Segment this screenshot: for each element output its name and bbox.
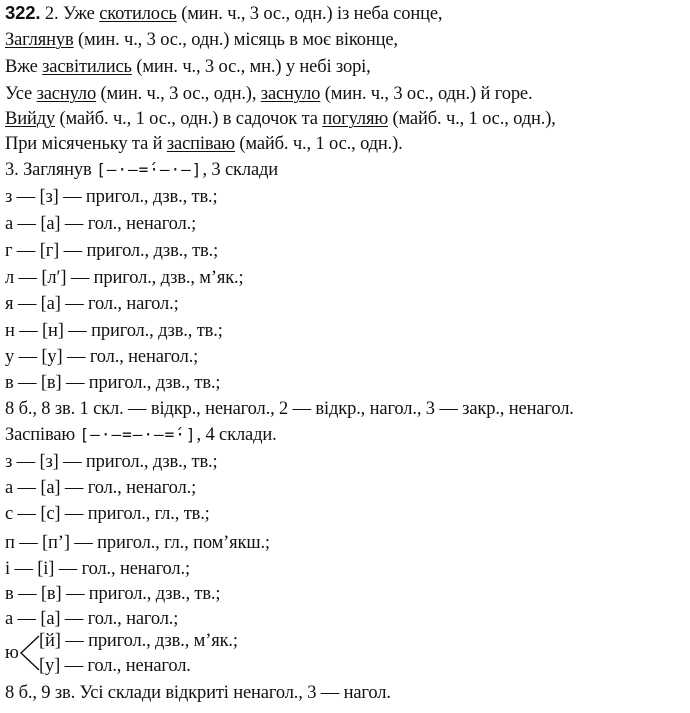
exercise-number: 322. [5,2,41,23]
yu-fork [5,630,305,678]
yu-fork-line: [у] — гол., ненагол. [39,656,191,676]
word1-phoneme-row: в — [в] — пригол., дзв., тв.; [5,373,221,393]
word1-phoneme-row: у — [у] — гол., ненагол.; [5,347,199,367]
poem-text [5,109,556,129]
yu-fork-letter: ю [5,643,19,663]
underlined-verb: Заглянув [5,30,74,50]
poem-line-5 [5,108,556,130]
task2-number: 2. [44,4,59,24]
poem-text [5,30,398,50]
yu-fork-line: [й] — пригол., дзв., м’як.; [39,631,238,651]
underlined-verb: заспіваю [166,134,235,154]
word2-syllables: , 4 склади. [196,425,277,445]
underlined-verb: засвітились [42,57,132,77]
word1-phoneme-row: я — [а] — гол., нагол.; [5,294,179,314]
poem-text [63,4,442,24]
poem-segment: (майб. ч., 1 ос., одн.), [388,109,556,129]
word1-phoneme-row: г — [г] — пригол., дзв., тв.; [5,241,219,261]
poem-line-3 [5,56,371,78]
poem-segment: (мин. ч., 3 ос., одн.) із неба сонце, [176,4,443,24]
word2-phoneme-row: а — [а] — гол., ненагол.; [5,478,197,498]
poem-line-1 [5,2,442,25]
word2-phoneme-row: п — [п’] — пригол., гл., пом’якш.; [5,533,270,553]
underlined-verb: скотилось [99,4,177,24]
poem-segment: При місяченьку та й [5,134,167,154]
task3-number: 3. [5,160,19,180]
word2-word: Заспіваю [5,425,76,445]
poem-segment: (майб. ч., 1 ос., одн.) в садочок та [55,109,323,129]
poem-segment: (мин. ч., 3 ос., одн.), [96,84,261,104]
poem-segment: (мин. ч., 3 ос., одн.) й горе. [320,84,533,104]
word2-phoneme-row: в — [в] — пригол., дзв., тв.; [5,584,221,604]
word2-sound-scheme: [–·–=–·–=́·] [79,425,197,444]
poem-segment: (майб. ч., 1 ос., одн.). [234,134,403,154]
poem-segment: Вже [5,57,43,77]
poem-line-6 [5,133,403,155]
underlined-verb: заснуло [260,84,321,104]
word1-header [5,159,278,181]
poem-text [5,134,403,154]
underlined-verb: погуляю [322,109,388,129]
word1-syllables: , 3 склади [202,160,279,180]
word1-phoneme-row: н — [н] — пригол., дзв., тв.; [5,321,223,341]
underlined-verb: заснуло [36,84,97,104]
word2-phoneme-row: і — [і] — гол., ненагол.; [5,559,190,579]
poem-text [5,84,532,104]
word1-sound-scheme: [–·–=́·–·–] [96,160,203,179]
word1-summary: 8 б., 8 зв. 1 скл. — відкр., ненагол., 2 — відкр., нагол., 3 — закр., ненагол. [5,399,574,419]
word2-phoneme-row: с — [с] — пригол., гл., тв.; [5,504,210,524]
word2-phoneme-row: з — [з] — пригол., дзв., тв.; [5,452,218,472]
poem-segment: (мин. ч., 3 ос., одн.) місяць в моє віконце, [73,30,398,50]
underlined-verb: Вийду [5,109,56,129]
word2-summary: 8 б., 9 зв. Усі склади відкриті ненагол., 3 — нагол. [5,683,391,703]
word1-phoneme-row: з — [з] — пригол., дзв., тв.; [5,187,218,207]
word2-header [5,424,277,446]
word2-phoneme-row: а — [а] — гол., нагол.; [5,609,179,629]
poem-line-4 [5,83,532,105]
poem-segment: Уже [62,4,100,24]
poem-segment: (мин. ч., 3 ос., мн.) у небі зорі, [131,57,371,77]
poem-text [5,57,371,77]
word1-word: Заглянув [23,160,92,180]
word1-phoneme-row: л — [л′] — пригол., дзв., м’як.; [5,268,244,288]
poem-segment: Усе [5,84,37,104]
poem-line-2 [5,29,398,51]
word1-phoneme-row: а — [а] — гол., ненагол.; [5,214,197,234]
